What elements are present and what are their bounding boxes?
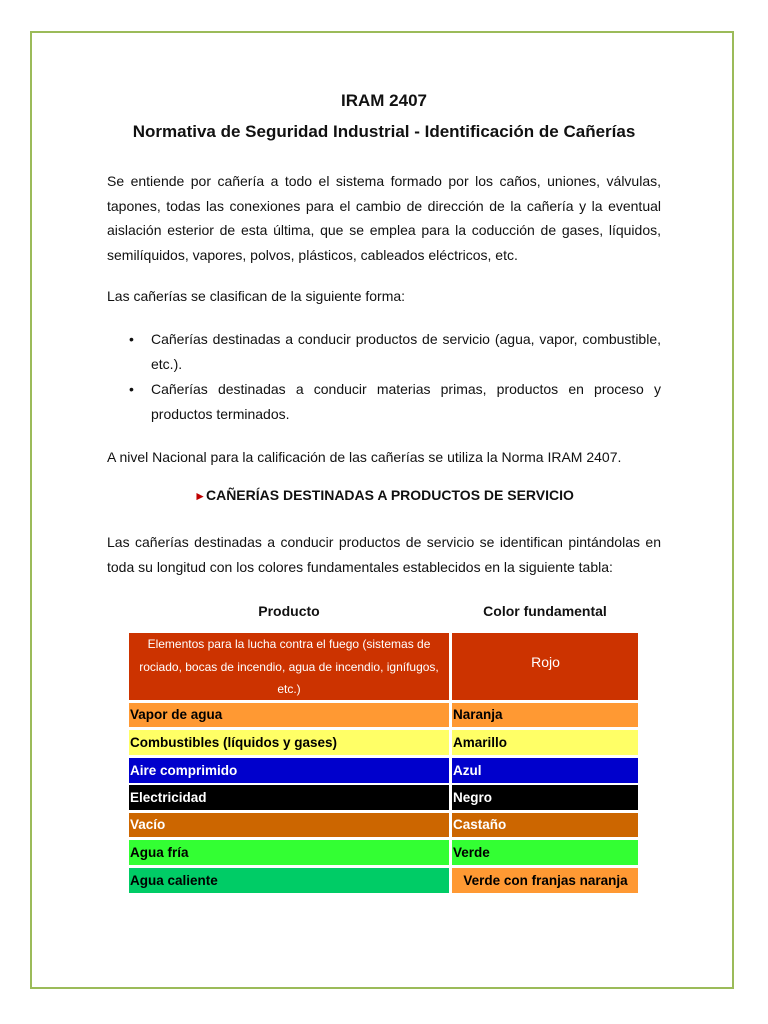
bullet-icon: • [129,381,134,397]
section-heading-text: CAÑERÍAS DESTINADAS A PRODUCTOS DE SERVICIO [205,487,574,503]
bullet-icon: • [129,331,134,347]
table-cell-product: Elementos para la lucha contra el fuego (sistemas de rociado, bocas de incendio, agua de incendio, ignífugos, etc.) [129,633,449,700]
table-cell-color: Rojo [452,633,638,700]
table-cell-color: Castaño [452,813,638,837]
table-header-color: Color fundamental [483,603,607,619]
table-cell-product: Electricidad [129,785,449,810]
section-heading [0,487,768,503]
table-cell-product: Vapor de agua [129,703,449,727]
classification-intro: Las cañerías se clasifican de la siguiente forma: [107,288,406,304]
document-subtitle: Normativa de Seguridad Industrial - Identificación de Cañerías [132,122,636,141]
table-cell-color: Negro [452,785,638,810]
table-cell-product: Combustibles (líquidos y gases) [129,730,449,755]
intro-paragraph: Se entiende por cañería a todo el sistema formado por los caños, uniones, válvulas, tapones, todas las conexiones para el cambio de dirección de la cañería y la eventual aislación esterior de esta última, que se emplea para la coducción de gases, líquidos, semilíquidos, vapores, polvos, plásticos, cableados eléctricos, etc. [107,173,661,263]
bullet-item: Cañerías destinadas a conducir productos de servicio (agua, vapor, combustible, etc.). [151,331,661,372]
table-cell-product: Agua fría [129,840,449,865]
section-paragraph: Las cañerías destinadas a conducir productos de servicio se identifican pintándolas en toda su longitud con los colores fundamentales establecidos en la siguiente tabla: [107,534,661,575]
table-cell-product: Vacío [129,813,449,837]
document-title: IRAM 2407 [341,91,427,110]
table-cell-product: Agua caliente [129,868,449,893]
table-cell-color: Naranja [452,703,638,727]
bullet-item: Cañerías destinadas a conducir materias primas, productos en proceso y productos terminados. [151,381,661,422]
table-cell-color: Azul [452,758,638,783]
table-cell-product: Aire comprimido [129,758,449,783]
national-note: A nivel Nacional para la calificación de las cañerías se utiliza la Norma IRAM 2407. [107,449,622,465]
arrow-right-icon: ► [194,489,206,503]
table-header-product: Producto [258,603,320,619]
table-cell-color: Verde [452,840,638,865]
table-cell-color: Amarillo [452,730,638,755]
table-cell-color: Verde con franjas naranja [452,868,638,893]
